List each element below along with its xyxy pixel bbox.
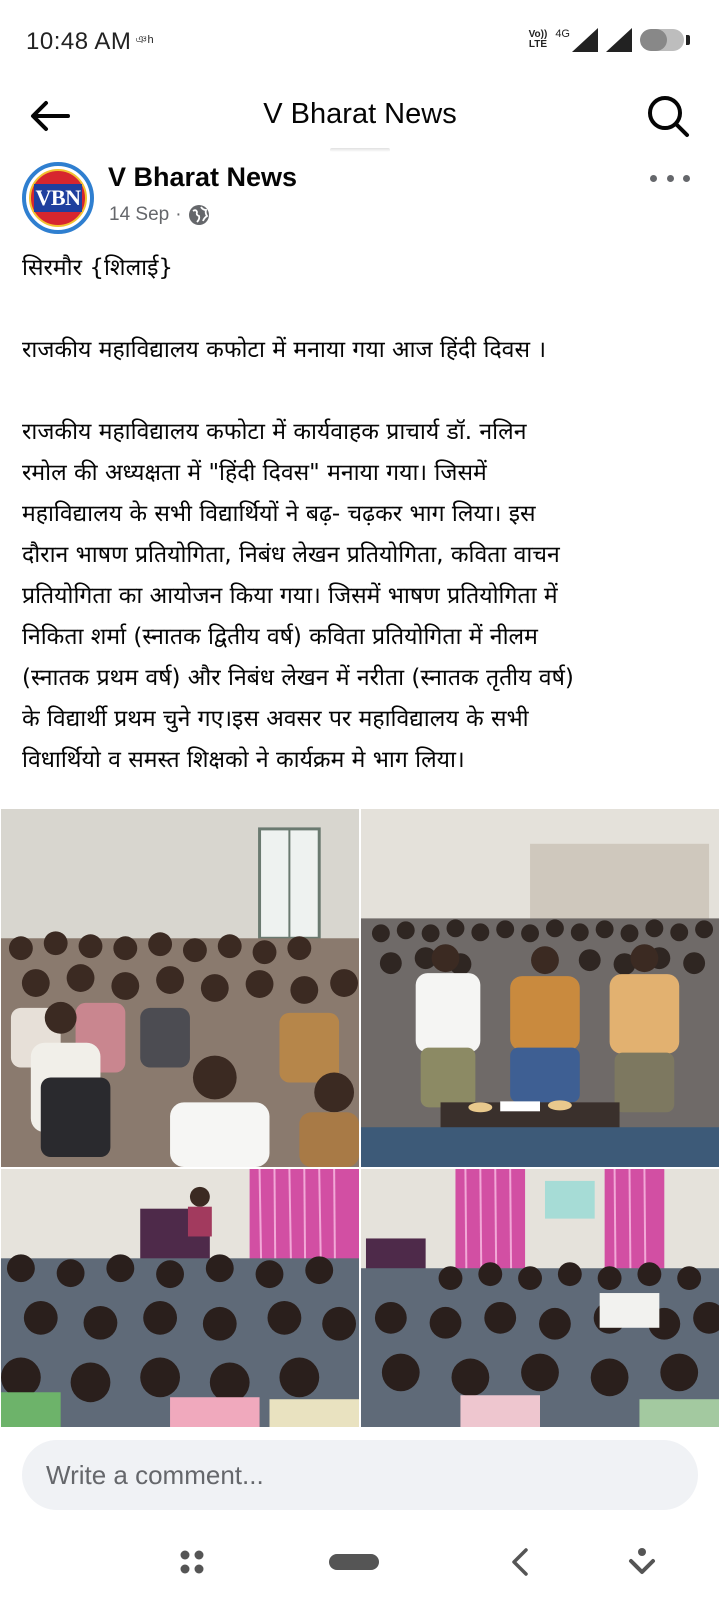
post-meta	[109, 204, 210, 226]
nav-apps-button[interactable]	[172, 1542, 212, 1582]
post-line: प्रतियोगिता का आयोजन किया गया। जिसमें भाषण प्रतियोगिता में	[22, 583, 558, 609]
volte-top-text: Vo))	[528, 29, 548, 40]
photo-1-image	[1, 809, 359, 1167]
post-photo-1[interactable]	[0, 808, 360, 1168]
post-body	[22, 248, 702, 781]
more-dot-3	[683, 175, 690, 182]
search-button[interactable]	[642, 90, 694, 142]
post-line: निकिता शर्मा (स्नातक द्वितीय वर्ष) कविता प्रतियोगिता में नीलम	[22, 624, 538, 650]
battery-icon	[640, 29, 684, 51]
post-line-gap	[22, 289, 702, 330]
more-dot-2	[667, 175, 674, 182]
avatar-text: VBN	[35, 185, 81, 210]
signal-1-icon	[572, 28, 598, 52]
status-icons	[529, 28, 690, 52]
post-line-gap	[22, 371, 702, 412]
post-date[interactable]: 14 Sep	[109, 204, 170, 225]
system-nav-bar	[0, 1528, 720, 1600]
status-time-text: 10:48 AM	[26, 28, 132, 55]
signal-2-icon	[606, 28, 632, 52]
globe-icon	[188, 204, 210, 226]
volte-bottom-text: LTE	[528, 39, 548, 50]
photo-4-image	[361, 1169, 719, 1427]
post-author-name[interactable]: V Bharat News	[108, 162, 298, 192]
photo-3-image	[1, 1169, 359, 1427]
post-photo-4[interactable]	[360, 1168, 720, 1428]
home-pill-icon	[328, 1553, 380, 1571]
photo-2-image	[361, 809, 719, 1167]
app-header	[0, 84, 720, 152]
post-line: राजकीय महाविद्यालय कफोटा में मनाया गया आज हिंदी दिवस ।	[22, 337, 547, 363]
post-photo-2[interactable]	[360, 808, 720, 1168]
post-line: दौरान भाषण प्रतियोगिता, निबंध लेखन प्रतियोगिता, कविता वाचन	[22, 542, 560, 568]
header-shadow	[330, 148, 390, 152]
meta-separator: ·	[175, 204, 182, 225]
back-chevron-icon	[508, 1547, 532, 1577]
status-bar	[0, 0, 720, 84]
volte-indicator	[529, 30, 548, 50]
post-line: सिरमौर {शिलाई}	[22, 255, 174, 281]
page-title: V Bharat News	[263, 98, 457, 130]
avatar-logo	[29, 169, 87, 227]
more-dot-1	[650, 175, 657, 182]
status-time-suffix: ঞh	[135, 34, 155, 46]
status-time	[26, 28, 154, 56]
network-type-label: 4G	[555, 28, 570, 40]
more-options-button[interactable]	[650, 166, 690, 190]
nav-back-button[interactable]	[500, 1542, 540, 1582]
post-photo-grid	[0, 808, 720, 1428]
post-line: के विद्यार्थी प्रथम चुने गए।इस अवसर पर महाविद्यालय के सभी	[22, 706, 529, 732]
post-line: विधार्थियो व समस्त शिक्षको ने कार्यक्रम मे भाग लिया।	[22, 747, 465, 773]
comment-input[interactable]	[22, 1440, 698, 1510]
search-icon	[646, 94, 690, 138]
post-line: रमोल की अध्यक्षता में "हिंदी दिवस" मनाया गया। जिसमें	[22, 460, 487, 486]
post-line: (स्नातक प्रथम वर्ष) और निबंध लेखन में नरीता (स्नातक तृतीय वर्ष)	[22, 665, 574, 691]
apps-icon	[179, 1549, 205, 1575]
nav-assist-button[interactable]	[622, 1542, 662, 1582]
post-header	[0, 158, 720, 242]
nav-home-button[interactable]	[326, 1542, 382, 1582]
post-line: महाविद्यालय के सभी विद्यार्थियों ने बढ़- चढ़कर भाग लिया। इस	[22, 501, 536, 527]
battery-fill	[640, 29, 667, 51]
avatar[interactable]	[22, 162, 94, 234]
battery-tip	[686, 35, 690, 45]
assist-icon	[628, 1547, 656, 1577]
post-line: राजकीय महाविद्यालय कफोटा में कार्यवाहक प्राचार्य डॉ. नलिन	[22, 419, 527, 445]
comment-bar	[0, 1428, 720, 1528]
post-photo-3[interactable]	[0, 1168, 360, 1428]
